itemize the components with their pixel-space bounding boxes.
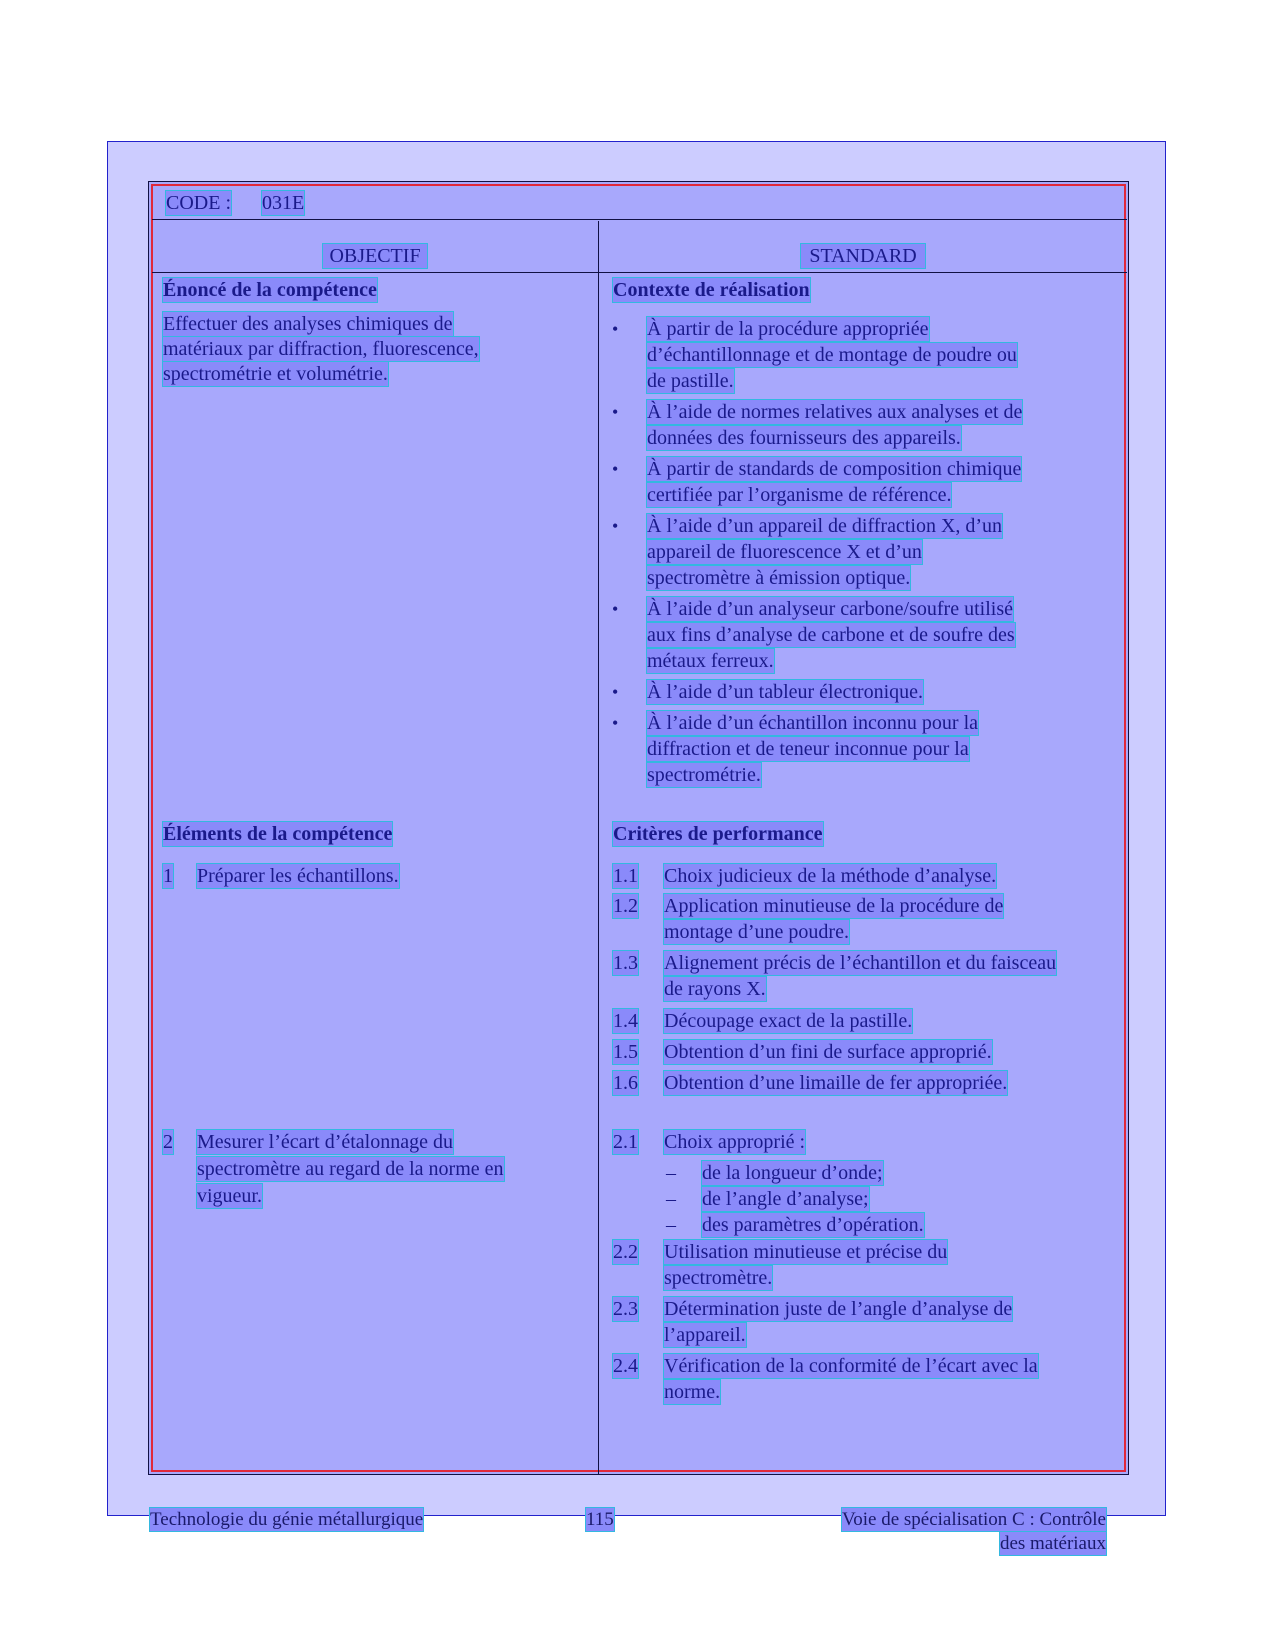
contexte-line: À l’aide d’un appareil de diffraction X, d’un xyxy=(647,515,1003,537)
contexte-line: À l’aide d’un échantillon inconnu pour la xyxy=(647,712,979,734)
critere-number: 1.6 xyxy=(613,1072,638,1094)
contexte-line: À l’aide d’un tableur électronique. xyxy=(647,681,923,703)
contexte-line: spectrométrie. xyxy=(647,764,761,786)
code-row-divider xyxy=(152,219,1127,220)
contexte-line: certifiée par l’organisme de référence. xyxy=(647,484,952,506)
critere-number: 2.4 xyxy=(613,1355,638,1377)
critere-number: 1.3 xyxy=(613,952,638,974)
element-text: Préparer les échantillons. xyxy=(197,865,399,887)
element-text: vigueur. xyxy=(197,1185,262,1207)
dash-icon: – xyxy=(666,1188,676,1210)
elements-title: Éléments de la compétence xyxy=(163,823,393,845)
critere-subitem: de l’angle d’analyse; xyxy=(702,1188,869,1210)
bullet-icon: • xyxy=(612,516,619,536)
critere-number: 2.1 xyxy=(613,1131,638,1153)
contexte-line: aux fins d’analyse de carbone et de soufre des xyxy=(647,624,1015,646)
critere-number: 2.2 xyxy=(613,1241,638,1263)
element-number: 1 xyxy=(163,865,173,887)
criteres-title: Critères de performance xyxy=(613,823,823,845)
critere-text: Obtention d’un fini de surface approprié. xyxy=(664,1041,992,1063)
critere-text: Choix judicieux de la méthode d’analyse. xyxy=(664,865,997,887)
critere-number: 1.4 xyxy=(613,1010,638,1032)
contexte-line: de pastille. xyxy=(647,370,734,392)
contexte-line: données des fournisseurs des appareils. xyxy=(647,427,961,449)
page-number: 115 xyxy=(586,1509,614,1530)
header-standard: STANDARD xyxy=(801,244,925,268)
bullet-icon: • xyxy=(612,459,619,479)
footer-specialization: des matériaux xyxy=(999,1533,1106,1554)
critere-number: 1.5 xyxy=(613,1041,638,1063)
critere-text: norme. xyxy=(664,1381,721,1403)
bullet-icon: • xyxy=(612,713,619,733)
bullet-icon: • xyxy=(612,319,619,339)
contexte-line: À partir de standards de composition chimique xyxy=(647,458,1022,480)
critere-text: Découpage exact de la pastille. xyxy=(664,1010,913,1032)
contexte-line: À partir de la procédure appropriée xyxy=(647,318,929,340)
critere-text: Choix approprié : xyxy=(664,1131,806,1153)
critere-text: Détermination juste de l’angle d’analyse de xyxy=(664,1298,1013,1320)
contexte-line: métaux ferreux. xyxy=(647,650,774,672)
critere-text: Utilisation minutieuse et précise du xyxy=(664,1241,948,1263)
element-number: 2 xyxy=(163,1131,173,1153)
critere-number: 2.3 xyxy=(613,1298,638,1320)
critere-text: montage d’une poudre. xyxy=(664,921,849,943)
critere-text: de rayons X. xyxy=(664,978,766,1000)
critere-subitem: de la longueur d’onde; xyxy=(702,1162,883,1184)
code-value: 031E xyxy=(262,192,305,214)
contexte-line: À l’aide d’un analyseur carbone/soufre utilisé xyxy=(647,598,1013,620)
critere-text: l’appareil. xyxy=(664,1324,746,1346)
critere-text: Vérification de la conformité de l’écart avec la xyxy=(664,1355,1038,1377)
dash-icon: – xyxy=(666,1214,676,1236)
header-row-divider xyxy=(152,272,1127,273)
contexte-line: d’échantillonnage et de montage de poudre ou xyxy=(647,344,1017,366)
enonce-title: Énoncé de la compétence xyxy=(163,279,377,301)
bullet-icon: • xyxy=(612,402,619,422)
critere-number: 1.1 xyxy=(613,865,638,887)
bullet-icon: • xyxy=(612,599,619,619)
critere-text: Application minutieuse de la procédure de xyxy=(664,895,1004,917)
critere-text: Alignement précis de l’échantillon et du faisceau xyxy=(664,952,1057,974)
critere-text: Obtention d’une limaille de fer appropriée. xyxy=(664,1072,1008,1094)
bullet-icon: • xyxy=(612,682,619,702)
enonce-line: matériaux par diffraction, fluorescence, xyxy=(163,338,479,360)
contexte-line: spectromètre à émission optique. xyxy=(647,567,911,589)
enonce-line: spectrométrie et volumétrie. xyxy=(163,363,388,385)
contexte-title: Contexte de réalisation xyxy=(613,279,810,301)
code-label: CODE : xyxy=(166,192,231,214)
contexte-line: À l’aide de normes relatives aux analyses et de xyxy=(647,401,1023,423)
contexte-line: diffraction et de teneur inconnue pour la xyxy=(647,738,969,760)
critere-text: spectromètre. xyxy=(664,1267,773,1289)
contexte-line: appareil de fluorescence X et d’un xyxy=(647,541,922,563)
element-text: Mesurer l’écart d’étalonnage du xyxy=(197,1131,453,1153)
critere-number: 1.2 xyxy=(613,895,638,917)
header-objectif: OBJECTIF xyxy=(323,244,427,268)
column-divider xyxy=(598,221,599,1475)
enonce-line: Effectuer des analyses chimiques de xyxy=(163,313,453,335)
dash-icon: – xyxy=(666,1162,676,1184)
critere-subitem: des paramètres d’opération. xyxy=(702,1214,924,1236)
element-text: spectromètre au regard de la norme en xyxy=(197,1158,504,1180)
footer-program: Technologie du génie métallurgique xyxy=(150,1509,424,1530)
footer-specialization: Voie de spécialisation C : Contrôle xyxy=(841,1509,1106,1530)
